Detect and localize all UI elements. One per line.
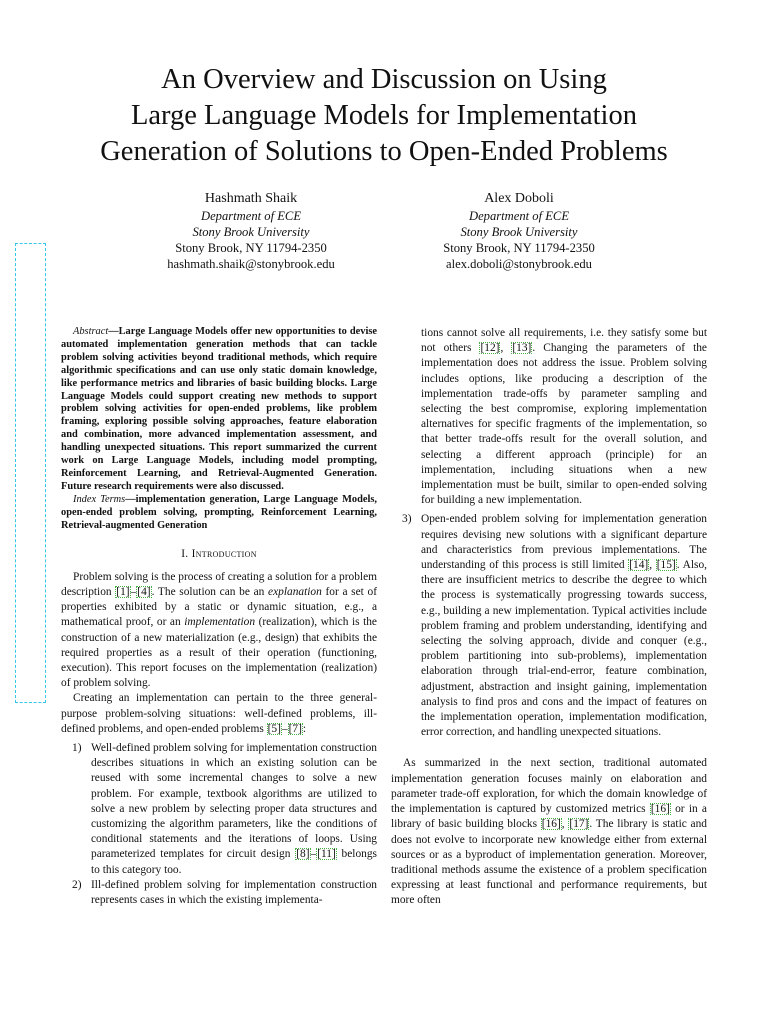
index-terms-text: —implementation generation, Large Language Models, open-ended problem solving, prompting, Reinforcement Learning, Retrieval-augmented Generation xyxy=(61,493,377,531)
author-block-1 xyxy=(101,190,401,272)
title-line-1: An Overview and Discussion on Using xyxy=(161,64,607,95)
intro-paragraph-1: Problem solving is the process of creating a solution for a problem description [1]–[4]. The solution can be an explanation for a set of properties exhibited by a static or dynamic situation, e.g., a mathematical proof, or an implementation (realization), which is the construction of a new materialization (e.g., design) that exhibits the required properties as a result of their operation (functioning, execution). This report focuses on the implementation (realization) of problem solving. xyxy=(61,570,377,690)
abstract-label: Abstract xyxy=(73,326,109,337)
citation-link[interactable]: [5] xyxy=(267,722,281,735)
citation-link[interactable]: [11] xyxy=(317,848,336,861)
abstract xyxy=(61,326,377,494)
author-name: Hashmath Shaik xyxy=(204,191,298,206)
section-title: Introduction xyxy=(191,547,257,560)
author-address: Stony Brook, NY 11794-2350 xyxy=(175,241,327,255)
author-university: Stony Brook University xyxy=(460,225,578,239)
title-line-3: Generation of Solutions to Open-Ended Problems xyxy=(100,136,668,167)
section-number: I. xyxy=(181,547,189,560)
list-item: 2) Ill-defined problem solving for implementation construction represents cases in which the existing implementa- xyxy=(72,878,377,906)
author-email: hashmath.shaik@stonybrook.edu xyxy=(167,257,335,271)
problem-types-list-continued xyxy=(391,512,707,740)
citation-link[interactable]: [8] xyxy=(296,848,310,861)
citation-link[interactable]: [13] xyxy=(512,342,532,355)
problem-types-list xyxy=(61,741,377,908)
left-column xyxy=(61,326,377,908)
right-column xyxy=(391,326,707,909)
citation-link[interactable]: [15] xyxy=(656,559,676,572)
citation-link[interactable]: [1] xyxy=(116,585,130,598)
citation-link[interactable]: [4] xyxy=(137,585,151,598)
author-name: Alex Doboli xyxy=(484,191,554,206)
author-address: Stony Brook, NY 11794-2350 xyxy=(443,241,595,255)
citation-link[interactable]: [16] xyxy=(541,818,561,831)
index-terms-label: Index Terms xyxy=(73,493,126,505)
citation-link[interactable]: [14] xyxy=(629,559,649,572)
body-paragraph: As summarized in the next section, traditional automated implementation generation focuses mainly on elaboration and parameter trade-off exploration, for which the domain knowledge of the implementation is captured by customized metrics [16] or in a library of basic building blocks [16], [17]. The library is static and does not evolve to incorporate new knowledge either from external sources or as a byproduct of implementation generation. Moreover, traditional methods assume the existence of a problem specification expressing at least functional and performance requirements, but more often xyxy=(391,757,708,907)
citation-link[interactable]: [16] xyxy=(650,803,670,816)
title-line-2: Large Language Models for Implementation xyxy=(131,100,637,131)
list-item-continuation: tions cannot solve all requirements, i.e. they satisfy some but not others [12], [13]. Changing the parameters of the implementation does not address the issue. Problem solving includes options, like producing a description of the implementation trade-offs by parameter sampling and selecting the best compromise, exploring implementation alternatives for specific fragments of the implementation, so that better trade-offs result for the overall solution, and selecting a different approach (principle) for an implementation, including situations when a new implementation must be built, similar to open-ended solving for building a new implementation. xyxy=(421,327,707,507)
list-item: 1) Well-defined problem solving for implementation construction describes situations in which an existing solution can be reused with some incremental changes to solve a new problem. For example, textbook algorithms are utilized to solve a new problem by selecting proper data structures and customizing the algorithm parameters, like the conditions of conditional statements and the iterations of loops. Using parameterized templates for circuit design [8]–[11] belongs to this category too. xyxy=(72,741,377,876)
paper-title xyxy=(40,62,728,170)
author-department: Department of ECE xyxy=(200,209,302,223)
citation-link[interactable]: [7] xyxy=(288,722,302,735)
index-terms xyxy=(61,494,377,533)
list-item-number: 2) xyxy=(72,878,82,891)
list-item: 3) Open-ended problem solving for implementation generation requires devising new solutions with a significant departure and characteristics from previous implementations. The understanding of this process is still limited [14], [15]. Also, there are insufficient metrics to describe the degree to which the process is systematically progressing towards success, e.g., building a new implementation. Typical activities include problem framing and problem understanding, identifying and selecting the solving approach, divide and conquer (e.g., problem partitioning into sub-problems), implementation elaboration through trial-end-error, feature combination, adjustment, abstraction and insight gaining, implementation analysis to find pros and cons and the impact of features on the implementation operation, implementation modification, error correction, and handling unexpected situations. xyxy=(402,513,707,739)
citation-link[interactable]: [17] xyxy=(569,818,589,831)
author-email: alex.doboli@stonybrook.edu xyxy=(446,257,592,271)
citation-link[interactable]: [12] xyxy=(480,342,500,355)
margin-annotation-box xyxy=(15,243,46,703)
intro-paragraph-2: Creating an implementation can pertain to the three general-purpose problem-solving situations: well-defined problems, ill-defined problems, and open-ended problems [5]–[7]: xyxy=(61,692,377,735)
abstract-text: —Large Language Models offer new opportunities to devise automated implementation generation methods that can tackle problem solving activities beyond traditional methods, which require algorithmic specifications and can use only static domain knowledge, like performance metrics and libraries of basic building blocks. Large Language Models could support creating new methods to support problem solving activities for open-ended problems, like problem framing, exploring possible solving approaches, feature elaboration and combination, more advanced implementation assessment, and handling unexpected situations. This report summarized the current work on Large Language Models, including model prompting, Reinforcement Learning, and Retrieval-Augmented Generation. Future research requirements were also discussed. xyxy=(61,326,377,492)
list-item-number: 3) xyxy=(402,513,412,526)
author-department: Department of ECE xyxy=(468,209,570,223)
section-heading xyxy=(61,547,377,562)
list-item-number: 1) xyxy=(72,741,82,754)
author-university: Stony Brook University xyxy=(192,225,310,239)
author-block-2 xyxy=(369,190,669,272)
